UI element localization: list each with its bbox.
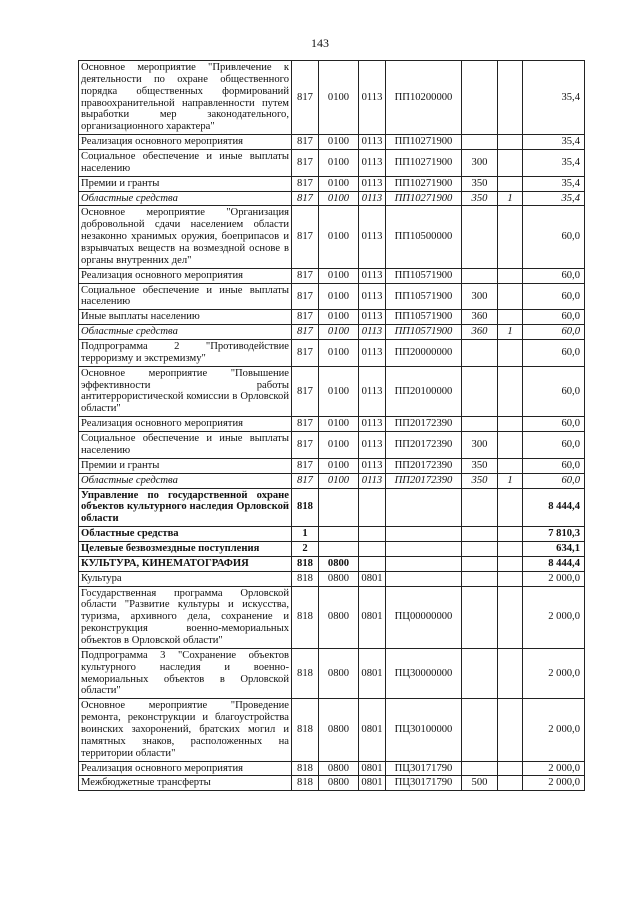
cell-subsection-code: 0113 bbox=[359, 135, 386, 150]
table-row bbox=[79, 61, 585, 135]
cell-expense-type bbox=[462, 556, 498, 571]
cell-name: Межбюджетные трансферты bbox=[79, 776, 292, 791]
cell-name: Областные средства bbox=[79, 527, 292, 542]
cell-subsection-code: 0113 bbox=[359, 283, 386, 310]
cell-expense-type: 300 bbox=[462, 283, 498, 310]
cell-expense-type: 360 bbox=[462, 310, 498, 325]
cell-subsection-code: 0113 bbox=[359, 206, 386, 268]
cell-fund-code bbox=[498, 432, 523, 459]
cell-target-article: ПЦ30000000 bbox=[386, 648, 462, 698]
cell-fund-code: 1 bbox=[498, 191, 523, 206]
cell-ministry-code: 817 bbox=[292, 310, 319, 325]
cell-expense-type bbox=[462, 527, 498, 542]
cell-target-article: ПП10571900 bbox=[386, 325, 462, 340]
cell-subsection-code: 0801 bbox=[359, 648, 386, 698]
cell-expense-type bbox=[462, 417, 498, 432]
cell-ministry-code: 817 bbox=[292, 135, 319, 150]
cell-amount: 2 000,0 bbox=[523, 761, 585, 776]
cell-subsection-code: 0113 bbox=[359, 366, 386, 416]
cell-section-code: 0100 bbox=[319, 458, 359, 473]
table-row bbox=[79, 527, 585, 542]
cell-subsection-code: 0801 bbox=[359, 571, 386, 586]
cell-section-code: 0800 bbox=[319, 571, 359, 586]
cell-expense-type bbox=[462, 761, 498, 776]
cell-name: Социальное обеспечение и иные выплаты населению bbox=[79, 150, 292, 177]
cell-section-code: 0800 bbox=[319, 699, 359, 761]
table-row bbox=[79, 417, 585, 432]
cell-subsection-code: 0113 bbox=[359, 340, 386, 367]
cell-expense-type bbox=[462, 206, 498, 268]
cell-amount: 634,1 bbox=[523, 541, 585, 556]
table-row bbox=[79, 648, 585, 698]
cell-subsection-code: 0113 bbox=[359, 473, 386, 488]
cell-subsection-code: 0113 bbox=[359, 325, 386, 340]
cell-section-code: 0100 bbox=[319, 135, 359, 150]
cell-expense-type bbox=[462, 586, 498, 648]
cell-fund-code: 1 bbox=[498, 473, 523, 488]
cell-ministry-code: 1 bbox=[292, 527, 319, 542]
cell-amount: 8 444,4 bbox=[523, 556, 585, 571]
cell-section-code: 0100 bbox=[319, 283, 359, 310]
cell-ministry-code: 818 bbox=[292, 776, 319, 791]
cell-ministry-code: 817 bbox=[292, 432, 319, 459]
cell-amount: 60,0 bbox=[523, 268, 585, 283]
cell-section-code: 0800 bbox=[319, 648, 359, 698]
cell-section-code: 0100 bbox=[319, 417, 359, 432]
table-row bbox=[79, 366, 585, 416]
cell-ministry-code: 817 bbox=[292, 366, 319, 416]
cell-subsection-code: 0113 bbox=[359, 310, 386, 325]
cell-fund-code bbox=[498, 417, 523, 432]
cell-amount: 2 000,0 bbox=[523, 699, 585, 761]
cell-target-article: ПП20100000 bbox=[386, 366, 462, 416]
table-row bbox=[79, 206, 585, 268]
cell-fund-code bbox=[498, 586, 523, 648]
cell-section-code: 0800 bbox=[319, 556, 359, 571]
cell-target-article: ПП10571900 bbox=[386, 310, 462, 325]
cell-target-article: ПП10571900 bbox=[386, 283, 462, 310]
cell-name: Основное мероприятие "Повышение эффективности работы антитеррористической комиссии в Орловской области" bbox=[79, 366, 292, 416]
cell-section-code: 0100 bbox=[319, 206, 359, 268]
cell-section-code bbox=[319, 541, 359, 556]
table-row bbox=[79, 571, 585, 586]
cell-subsection-code: 0801 bbox=[359, 699, 386, 761]
cell-amount: 60,0 bbox=[523, 283, 585, 310]
cell-name: Социальное обеспечение и иные выплаты населению bbox=[79, 283, 292, 310]
cell-fund-code bbox=[498, 556, 523, 571]
cell-section-code: 0100 bbox=[319, 61, 359, 135]
cell-name: Основное мероприятие "Организация добровольной сдачи населением области незаконно хранимых оружия, боеприпасов и взрывчатых веществ на возмездной основе в органы внутренних дел" bbox=[79, 206, 292, 268]
cell-subsection-code: 0113 bbox=[359, 458, 386, 473]
cell-target-article bbox=[386, 488, 462, 527]
cell-section-code: 0800 bbox=[319, 761, 359, 776]
cell-section-code: 0100 bbox=[319, 366, 359, 416]
table-row bbox=[79, 488, 585, 527]
cell-target-article: ПП10500000 bbox=[386, 206, 462, 268]
cell-fund-code bbox=[498, 527, 523, 542]
cell-expense-type bbox=[462, 61, 498, 135]
cell-ministry-code: 818 bbox=[292, 699, 319, 761]
cell-section-code: 0100 bbox=[319, 176, 359, 191]
cell-amount: 2 000,0 bbox=[523, 648, 585, 698]
cell-fund-code: 1 bbox=[498, 325, 523, 340]
table-row bbox=[79, 473, 585, 488]
cell-subsection-code: 0801 bbox=[359, 776, 386, 791]
cell-fund-code bbox=[498, 776, 523, 791]
cell-expense-type bbox=[462, 366, 498, 416]
cell-ministry-code: 817 bbox=[292, 268, 319, 283]
cell-expense-type bbox=[462, 571, 498, 586]
cell-target-article: ПП20172390 bbox=[386, 432, 462, 459]
cell-ministry-code: 817 bbox=[292, 325, 319, 340]
cell-amount: 60,0 bbox=[523, 325, 585, 340]
cell-expense-type: 350 bbox=[462, 458, 498, 473]
cell-amount: 60,0 bbox=[523, 432, 585, 459]
table-row bbox=[79, 458, 585, 473]
cell-target-article: ПП10200000 bbox=[386, 61, 462, 135]
cell-name: КУЛЬТУРА, КИНЕМАТОГРАФИЯ bbox=[79, 556, 292, 571]
table-row bbox=[79, 268, 585, 283]
cell-expense-type: 350 bbox=[462, 473, 498, 488]
cell-amount: 60,0 bbox=[523, 206, 585, 268]
table-row bbox=[79, 699, 585, 761]
cell-ministry-code: 818 bbox=[292, 648, 319, 698]
cell-name: Целевые безвозмездные поступления bbox=[79, 541, 292, 556]
cell-section-code: 0800 bbox=[319, 586, 359, 648]
table-row bbox=[79, 761, 585, 776]
budget-table bbox=[78, 60, 585, 791]
cell-fund-code bbox=[498, 135, 523, 150]
cell-expense-type bbox=[462, 340, 498, 367]
table-row bbox=[79, 541, 585, 556]
cell-section-code: 0800 bbox=[319, 776, 359, 791]
cell-subsection-code: 0801 bbox=[359, 586, 386, 648]
table-row bbox=[79, 150, 585, 177]
cell-amount: 60,0 bbox=[523, 366, 585, 416]
cell-expense-type bbox=[462, 135, 498, 150]
cell-name: Областные средства bbox=[79, 191, 292, 206]
cell-ministry-code: 817 bbox=[292, 458, 319, 473]
cell-fund-code bbox=[498, 541, 523, 556]
table-row bbox=[79, 283, 585, 310]
cell-amount: 7 810,3 bbox=[523, 527, 585, 542]
cell-name: Подпрограмма 2 "Противодействие терроризму и экстремизму" bbox=[79, 340, 292, 367]
page-number: 143 bbox=[311, 36, 329, 50]
cell-amount: 60,0 bbox=[523, 473, 585, 488]
cell-subsection-code bbox=[359, 488, 386, 527]
cell-amount: 35,4 bbox=[523, 191, 585, 206]
cell-amount: 35,4 bbox=[523, 150, 585, 177]
table-row bbox=[79, 325, 585, 340]
cell-name: Реализация основного мероприятия bbox=[79, 268, 292, 283]
cell-ministry-code: 817 bbox=[292, 206, 319, 268]
cell-section-code: 0100 bbox=[319, 310, 359, 325]
cell-section-code: 0100 bbox=[319, 191, 359, 206]
cell-name: Реализация основного мероприятия bbox=[79, 761, 292, 776]
cell-section-code bbox=[319, 488, 359, 527]
cell-name: Иные выплаты населению bbox=[79, 310, 292, 325]
cell-ministry-code: 817 bbox=[292, 150, 319, 177]
cell-target-article bbox=[386, 527, 462, 542]
cell-amount: 2 000,0 bbox=[523, 571, 585, 586]
cell-section-code: 0100 bbox=[319, 473, 359, 488]
cell-ministry-code: 817 bbox=[292, 191, 319, 206]
cell-subsection-code: 0113 bbox=[359, 268, 386, 283]
table-row bbox=[79, 135, 585, 150]
cell-amount: 60,0 bbox=[523, 340, 585, 367]
cell-target-article: ПП10271900 bbox=[386, 191, 462, 206]
cell-amount: 60,0 bbox=[523, 458, 585, 473]
cell-fund-code bbox=[498, 648, 523, 698]
cell-fund-code bbox=[498, 61, 523, 135]
cell-fund-code bbox=[498, 699, 523, 761]
cell-target-article: ПП10571900 bbox=[386, 268, 462, 283]
table-row bbox=[79, 310, 585, 325]
cell-fund-code bbox=[498, 310, 523, 325]
cell-expense-type bbox=[462, 648, 498, 698]
cell-name: Основное мероприятие "Привлечение к деятельности по охране общественного порядка общественных формирований правоохранительной направленности путем выработки мер законодательного, организационного характера" bbox=[79, 61, 292, 135]
table-row bbox=[79, 432, 585, 459]
cell-ministry-code: 818 bbox=[292, 488, 319, 527]
cell-section-code: 0100 bbox=[319, 150, 359, 177]
cell-name: Областные средства bbox=[79, 473, 292, 488]
cell-fund-code bbox=[498, 488, 523, 527]
cell-name: Реализация основного мероприятия bbox=[79, 417, 292, 432]
cell-amount: 2 000,0 bbox=[523, 586, 585, 648]
cell-fund-code bbox=[498, 366, 523, 416]
cell-section-code: 0100 bbox=[319, 432, 359, 459]
cell-subsection-code bbox=[359, 527, 386, 542]
cell-amount: 8 444,4 bbox=[523, 488, 585, 527]
cell-fund-code bbox=[498, 761, 523, 776]
cell-amount: 35,4 bbox=[523, 176, 585, 191]
cell-section-code: 0100 bbox=[319, 325, 359, 340]
table-row bbox=[79, 176, 585, 191]
cell-name: Социальное обеспечение и иные выплаты населению bbox=[79, 432, 292, 459]
cell-target-article: ПП20172390 bbox=[386, 458, 462, 473]
cell-section-code: 0100 bbox=[319, 268, 359, 283]
cell-ministry-code: 817 bbox=[292, 283, 319, 310]
cell-subsection-code: 0113 bbox=[359, 176, 386, 191]
cell-fund-code bbox=[498, 268, 523, 283]
cell-expense-type: 300 bbox=[462, 150, 498, 177]
table-row bbox=[79, 340, 585, 367]
cell-expense-type: 350 bbox=[462, 191, 498, 206]
cell-target-article: ПЦ30171790 bbox=[386, 776, 462, 791]
cell-expense-type bbox=[462, 268, 498, 283]
cell-name: Областные средства bbox=[79, 325, 292, 340]
cell-name: Управление по государственной охране объектов культурного наследия Орловской области bbox=[79, 488, 292, 527]
cell-fund-code bbox=[498, 340, 523, 367]
cell-expense-type bbox=[462, 488, 498, 527]
cell-name: Культура bbox=[79, 571, 292, 586]
table-row bbox=[79, 556, 585, 571]
cell-subsection-code: 0113 bbox=[359, 432, 386, 459]
cell-ministry-code: 818 bbox=[292, 586, 319, 648]
cell-ministry-code: 2 bbox=[292, 541, 319, 556]
cell-ministry-code: 817 bbox=[292, 61, 319, 135]
cell-expense-type bbox=[462, 699, 498, 761]
cell-amount: 60,0 bbox=[523, 417, 585, 432]
cell-subsection-code: 0801 bbox=[359, 761, 386, 776]
cell-target-article: ПЦ30171790 bbox=[386, 761, 462, 776]
table-row bbox=[79, 586, 585, 648]
cell-amount: 2 000,0 bbox=[523, 776, 585, 791]
cell-expense-type: 300 bbox=[462, 432, 498, 459]
cell-subsection-code: 0113 bbox=[359, 417, 386, 432]
cell-target-article: ПП20172390 bbox=[386, 473, 462, 488]
cell-fund-code bbox=[498, 283, 523, 310]
cell-fund-code bbox=[498, 571, 523, 586]
table-row bbox=[79, 776, 585, 791]
cell-subsection-code: 0113 bbox=[359, 191, 386, 206]
cell-name: Премии и гранты bbox=[79, 458, 292, 473]
cell-name: Государственная программа Орловской области "Развитие культуры и искусства, туризма, архивного дела, сохранение и реконструкция военно-мемориальных объектов в Орловской области" bbox=[79, 586, 292, 648]
cell-subsection-code bbox=[359, 556, 386, 571]
cell-name: Премии и гранты bbox=[79, 176, 292, 191]
cell-target-article bbox=[386, 556, 462, 571]
cell-ministry-code: 817 bbox=[292, 176, 319, 191]
cell-subsection-code: 0113 bbox=[359, 150, 386, 177]
cell-section-code: 0100 bbox=[319, 340, 359, 367]
cell-amount: 35,4 bbox=[523, 61, 585, 135]
cell-fund-code bbox=[498, 150, 523, 177]
cell-expense-type: 350 bbox=[462, 176, 498, 191]
cell-target-article: ПП20000000 bbox=[386, 340, 462, 367]
cell-subsection-code: 0113 bbox=[359, 61, 386, 135]
table-row bbox=[79, 191, 585, 206]
cell-amount: 60,0 bbox=[523, 310, 585, 325]
cell-name: Реализация основного мероприятия bbox=[79, 135, 292, 150]
cell-target-article: ПП10271900 bbox=[386, 135, 462, 150]
cell-target-article: ПЦ00000000 bbox=[386, 586, 462, 648]
cell-target-article: ПП10271900 bbox=[386, 150, 462, 177]
cell-ministry-code: 817 bbox=[292, 473, 319, 488]
cell-subsection-code bbox=[359, 541, 386, 556]
cell-name: Основное мероприятие "Проведение ремонта, реконструкции и благоустройства воинских захоронений, братских могил и памятных знаков, расположенных на территории области" bbox=[79, 699, 292, 761]
cell-amount: 35,4 bbox=[523, 135, 585, 150]
cell-expense-type: 500 bbox=[462, 776, 498, 791]
cell-fund-code bbox=[498, 206, 523, 268]
cell-expense-type: 360 bbox=[462, 325, 498, 340]
cell-name: Подпрограмма 3 "Сохранение объектов культурного наследия и военно-мемориальных объектов в Орловской области" bbox=[79, 648, 292, 698]
cell-fund-code bbox=[498, 458, 523, 473]
cell-target-article bbox=[386, 571, 462, 586]
cell-fund-code bbox=[498, 176, 523, 191]
cell-target-article: ПП10271900 bbox=[386, 176, 462, 191]
cell-ministry-code: 818 bbox=[292, 556, 319, 571]
cell-ministry-code: 818 bbox=[292, 761, 319, 776]
cell-target-article: ПП20172390 bbox=[386, 417, 462, 432]
cell-section-code bbox=[319, 527, 359, 542]
cell-ministry-code: 818 bbox=[292, 571, 319, 586]
cell-ministry-code: 817 bbox=[292, 417, 319, 432]
cell-target-article bbox=[386, 541, 462, 556]
cell-expense-type bbox=[462, 541, 498, 556]
cell-ministry-code: 817 bbox=[292, 340, 319, 367]
cell-target-article: ПЦ30100000 bbox=[386, 699, 462, 761]
